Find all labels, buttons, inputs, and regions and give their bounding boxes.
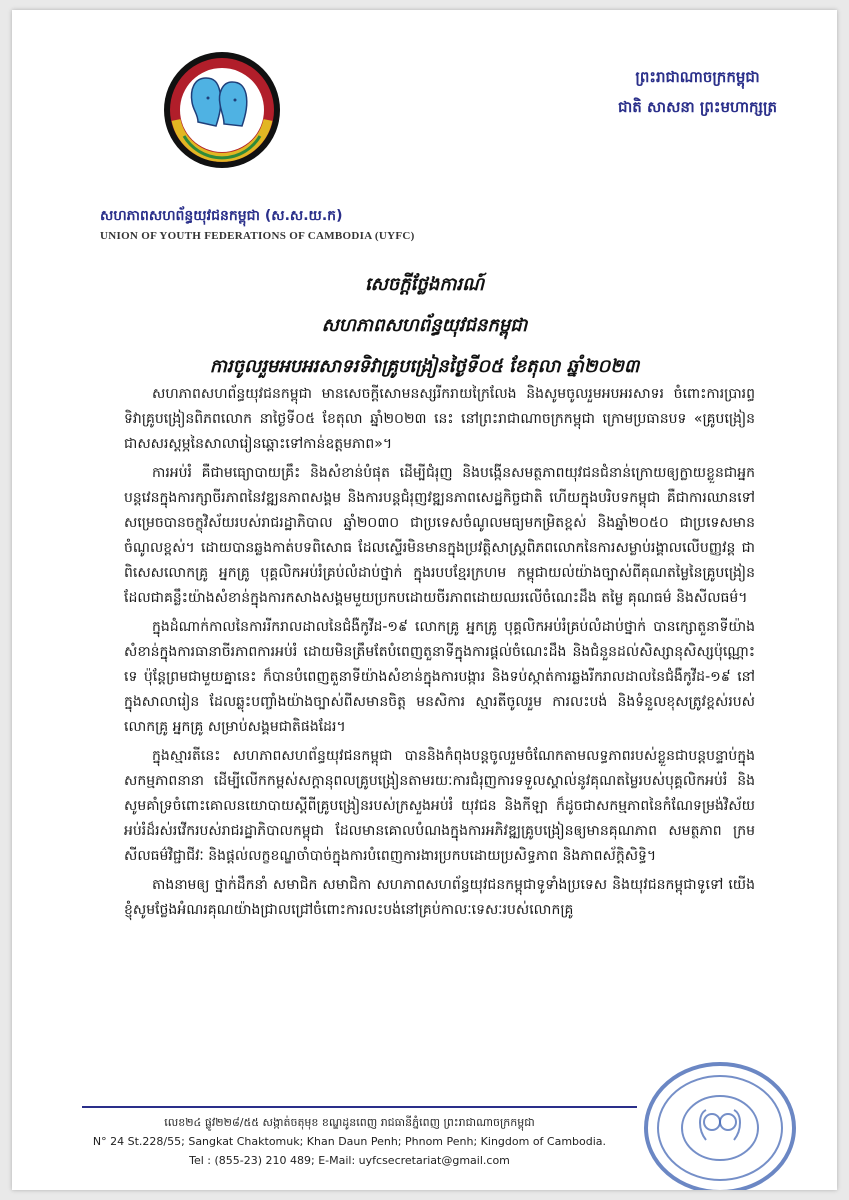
kingdom-line: ព្រះរាជាណាចក្រកម្ពុជា: [635, 68, 760, 86]
organization-name-en: UNION OF YOUTH FEDERATIONS OF CAMBODIA (UYFC): [100, 230, 415, 242]
footer-divider: [82, 1106, 637, 1108]
statement-body: [124, 382, 755, 927]
kingdom-header: [618, 68, 777, 120]
footer: [12, 1113, 687, 1170]
paragraph: សហភាពសហព័ន្ធយុវជនកម្ពុជា មានសេចក្តីសោមនស្សរីករាយក្រៃលែង និងសូមចូលរួមអបអរសាទរ ចំពោះការប្រារព្ធ ទិវាគ្រូបង្រៀនពិភពលោក នាថ្ងៃទី០៥ ខែតុលា ឆ្នាំ២០២៣ នេះ នៅព្រះរាជាណាចក្រកម្ពុជា ក្រោមប្រធានបទ «គ្រូបង្រៀនជាសសរស្តម្ភនៃសាលារៀនឆ្ពោះទៅកាន់ឧត្តមភាព»។: [124, 386, 755, 452]
uyfc-logo: [162, 50, 282, 170]
contact-info: Tel : (855-23) 210 489; E-Mail: uyfcsecretariat@gmail.com: [189, 1154, 510, 1167]
paragraph: ក្នុងដំណាក់កាលនៃការរីករាលដាលនៃជំងឺកូវីដ-១៩ លោកគ្រូ អ្នកគ្រូ បុគ្គលិកអប់រំគ្រប់លំដាប់ថ្នាក់ បានក្សោតួនាទីយ៉ាងសំខាន់ក្នុងការធានាចីរភាពការអប់រំ ដោយមិនត្រឹមតែបំពេញតួនាទីក្នុងការផ្តល់ចំណេះដឹង និងជំនួនដល់សិស្សានុសិស្សប៉ុណ្ណោះទេ ប៉ុន្តែព្រមជាមួយគ្នានេះ ក៏បានបំពេញតួនាទីយ៉ាងសំខាន់ក្នុងការបង្ការ និងទប់ស្កាត់ការឆ្លងរីករាលដាលនៃជំងឺកូវីដ-១៩ នៅក្នុងសាលារៀន ដែលឆ្លុះបញ្ចាំងយ៉ាងច្បាស់ពីសមានចិត្ត មនសិការ ស្មារតីចូលរួម ការលះបង់ និងទំនួលខុសត្រូវខ្ពស់របស់លោកគ្រូ អ្នកគ្រូ សម្រាប់សង្គមជាតិផងដែរ។: [124, 619, 755, 735]
document-title: [12, 272, 837, 395]
title-line-2: សហភាពសហព័ន្ធយុវជនកម្ពុជា: [321, 315, 528, 336]
national-motto: ជាតិ សាសនា ព្រះមហាក្សត្រ: [618, 98, 777, 116]
title-line-3: ការចូលរួមអបអរសាទរទិវាគ្រូបង្រៀនថ្ងៃទី០៥ ខែតុលា ឆ្នាំ២០២៣: [209, 356, 640, 377]
title-line-1: សេចក្តីថ្លែងការណ៍: [364, 274, 485, 295]
address-en: N° 24 St.228/55; Sangkat Chaktomuk; Khan Daun Penh; Phnom Penh; Kingdom of Cambodia.: [92, 1135, 607, 1148]
paragraph: ការអប់រំ គឺជាមធ្យោបាយគ្រឹះ និងសំខាន់បំផុត ដើម្បីជំរុញ និងបង្កើនសមត្ថភាពយុវជនជំនាន់ក្រោយឲ្យក្លាយខ្លួនជាអ្នកបន្តវេនក្នុងការក្សាចីរភាពនៃវឌ្ឍនភាពសង្គម និងការបន្តជំរុញវឌ្ឍនភាពសេដ្ឋកិច្ចជាតិ ហើយក្នុងបរិបទកម្ពុជា គឺជាការឈានទៅសម្រេចបានចក្ខុវិស័យរបស់រាជរដ្ឋាភិបាល ឆ្នាំ២០៣០ ជាប្រទេសចំណូលមធ្យមកម្រិតខ្ពស់ និងឆ្នាំ២០៥០ ជាប្រទេសមានចំណូលខ្ពស់។ ដោយបានឆ្លងកាត់បទពិសោធ ដែលស្ទើរមិនមានក្នុងប្រវត្តិសាស្ត្រពិភពលោកនៃការសម្លាប់រង្គាលលើបញ្ញវន្ត ជាពិសេសលោកគ្រូ អ្នកគ្រូ បុគ្គលិកអប់រំគ្រប់លំដាប់ថ្នាក់ ក្នុងរបបខ្មែរក្រហម កម្ពុជាយល់យ៉ាងច្បាស់ពីគុណតម្លៃនៃគ្រូបង្រៀន ដែលជាគន្លឹះយ៉ាងសំខាន់ក្នុងការកសាងសង្គមមួយប្រកបដោយចីរភាពដោយឈរលើចំណេះដឹង តម្លៃ គុណធម៌ និងសីលធម៌។: [124, 465, 755, 606]
document-page: [12, 10, 837, 1190]
address-kh: លេខ២៤ ផ្លូវ២២៨/៥៥ សង្កាត់ចតុមុខ ខណ្ឌដូនពេញ រាជធានីភ្នំពេញ ព្រះរាជាណាចក្រកម្ពុជា: [164, 1116, 535, 1129]
official-stamp-icon: [640, 1058, 800, 1190]
paragraph: តាងនាមឲ្យ ថ្នាក់ដឹកនាំ សមាជិក សមាជិកា សហភាពសហព័ន្ធយុវជនកម្ពុជាទូទាំងប្រទេស និងយុវជនកម្ពុជាទូទៅ យើងខ្ញុំសូមថ្លែងអំណរគុណយ៉ាងជ្រាលជ្រៅចំពោះការលះបង់នៅគ្រប់កាលៈទេសៈរបស់លោកគ្រូ: [124, 877, 755, 918]
organization-name-kh: សហភាពសហព័ន្ធយុវជនកម្ពុជា (ស.ស.យ.ក): [100, 208, 343, 224]
paragraph: ក្នុងស្មារតីនេះ សហភាពសហព័ន្ធយុវជនកម្ពុជា បាននិងកំពុងបន្តចូលរួមចំណែកតាមលទ្ធភាពរបស់ខ្លួនជាបន្តបន្ទាប់ក្នុងសកម្មភាពនានា ដើម្បីលើកកម្ពស់សក្តានុពលគ្រូបង្រៀនតាមរយៈការជំរុញការទទួលស្គាល់នូវគុណតម្លៃរបស់បុគ្គលិកអប់រំ និងសូមគាំទ្រចំពោះគោលនយោបាយស្តីពីគ្រូបង្រៀនរបស់ក្រសួងអប់រំ យុវជន និងកីឡា ក៏ដូចជាសកម្មភាពនៃកំណែទម្រង់វិស័យអប់រំដ៏រស់រវើករបស់រាជរដ្ឋាភិបាលកម្ពុជា ដែលមានគោលបំណងក្នុងការអភិវឌ្ឍគ្រូបង្រៀនឲ្យមានគុណភាព សមត្ថភាព ក្រមសីលធម៌វិជ្ជាជីវៈ និងផ្តល់លក្ខខណ្ឌចាំបាច់ក្នុងការបំពេញការងារប្រកបដោយប្រសិទ្ធភាព និងភាពស័ក្តិសិទ្ធិ។: [124, 748, 755, 864]
